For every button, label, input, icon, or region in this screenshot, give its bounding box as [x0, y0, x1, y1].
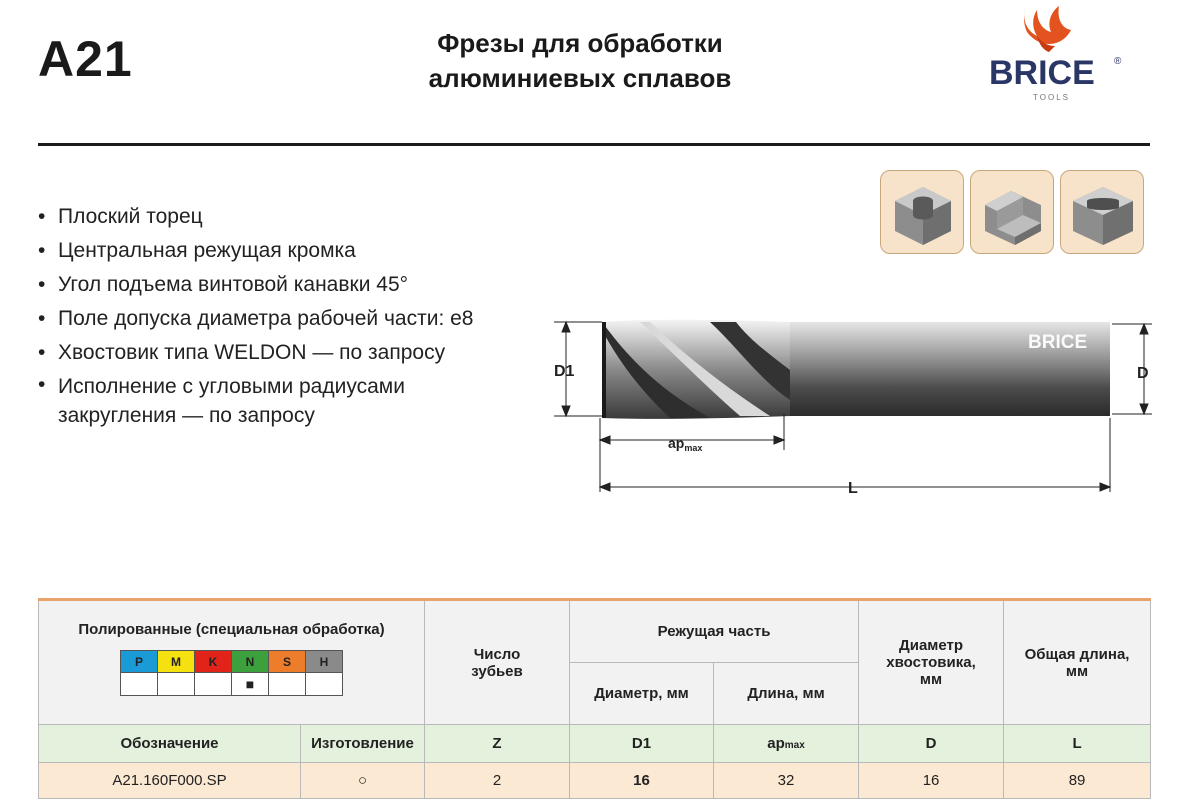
- step-shoulder-icon: [970, 170, 1054, 254]
- designation-column: Обозначение: [39, 725, 301, 763]
- polished-header: [39, 600, 425, 725]
- slot-pocket-icon: [880, 170, 964, 254]
- d-label: D: [1137, 365, 1149, 382]
- iso-m-cell: M: [158, 651, 195, 673]
- d1-cell: 16: [570, 763, 714, 799]
- title-line-1: Фрезы для обработки: [437, 28, 723, 58]
- iso-k-mark: [195, 673, 232, 696]
- z-column: Z: [425, 725, 570, 763]
- closed-pocket-icon: [1060, 170, 1144, 254]
- end-mill-drawing: [540, 300, 1160, 510]
- manufacture-cell: ○: [301, 763, 425, 799]
- title-line-2: алюминиевых сплавов: [428, 63, 732, 93]
- feature-item: • Центральная режущая кромка: [38, 234, 518, 268]
- feature-item: • Исполнение с угловыми радиусами закругления — по запросу: [38, 370, 518, 430]
- total-length-header: Общая длина, мм: [1004, 600, 1151, 725]
- cutting-part-header: Режущая часть: [570, 600, 859, 663]
- polished-label: Полированные (специальная обработка): [78, 621, 385, 638]
- feature-item: • Хвостовик типа WELDON — по запросу: [38, 336, 518, 370]
- shank-diameter-header: Диаметр хвостовика, мм: [859, 600, 1004, 725]
- tool-flutes: [602, 320, 790, 419]
- header-divider: [38, 143, 1150, 146]
- iso-p-mark: [121, 673, 158, 696]
- iso-p-cell: P: [121, 651, 158, 673]
- logo-text: BRICE: [989, 54, 1095, 92]
- l-label: L: [848, 480, 858, 497]
- feature-item: • Угол подъема винтовой канавки 45°: [38, 268, 518, 302]
- feature-item: • Плоский торец: [38, 200, 518, 234]
- table-row: [39, 763, 1151, 799]
- manufacture-column: Изготовление: [301, 725, 425, 763]
- z-cell: 2: [425, 763, 570, 799]
- iso-h-mark: [306, 673, 343, 696]
- brice-logo: [975, 0, 1135, 110]
- iso-n-mark: ■: [232, 673, 269, 696]
- bird-icon: [1024, 4, 1071, 52]
- d1-column: D1: [570, 725, 714, 763]
- page-title: [380, 26, 780, 96]
- iso-material-grid: [120, 650, 343, 696]
- d-column: D: [859, 725, 1004, 763]
- feature-item: • Поле допуска диаметра рабочей части: e8: [38, 302, 518, 336]
- logo-subtext: TOOLS: [1033, 93, 1070, 102]
- d1-label: D1: [554, 363, 575, 380]
- iso-s-mark: [269, 673, 306, 696]
- tool-shank: [790, 322, 1110, 416]
- d-cell: 16: [859, 763, 1004, 799]
- ap-cell: 32: [714, 763, 859, 799]
- feature-list: [38, 200, 518, 430]
- ap-column: apmax: [714, 725, 859, 763]
- product-code: A21: [38, 31, 133, 87]
- shank-brand-label: BRICE: [1028, 332, 1088, 353]
- teeth-header: Число зубьев: [425, 600, 570, 725]
- iso-h-cell: H: [306, 651, 343, 673]
- iso-m-mark: [158, 673, 195, 696]
- spec-table: [38, 598, 1151, 799]
- ap-label: $ap_{max}$: [668, 435, 703, 453]
- designation-cell: A21.160F000.SP: [39, 763, 301, 799]
- cutting-length-header: Длина, мм: [714, 663, 859, 725]
- cutting-diameter-header: Диаметр, мм: [570, 663, 714, 725]
- logo-registered: ®: [1114, 56, 1122, 67]
- l-column: L: [1004, 725, 1151, 763]
- iso-k-cell: K: [195, 651, 232, 673]
- l-cell: 89: [1004, 763, 1151, 799]
- iso-n-cell: N: [232, 651, 269, 673]
- iso-s-cell: S: [269, 651, 306, 673]
